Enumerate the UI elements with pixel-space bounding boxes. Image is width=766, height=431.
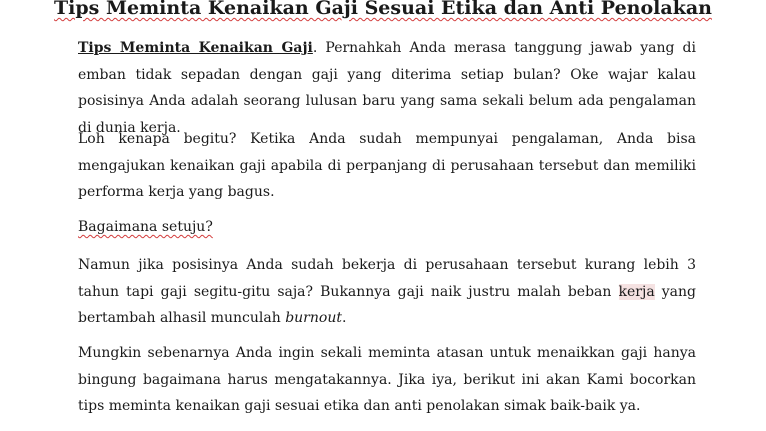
paragraph-4-end: . bbox=[341, 310, 347, 326]
paragraph-5-text: Mungkin sebenarnya Anda ingin sekali meminta atasan untuk menaikkan gaji hanya bingung bagaimana harus mengatakannya. Jika iya, berikut ini akan Kami bocorkan tips meminta kenaikan gaji sesuai etika dan anti penolakan simak baik-baik ya. bbox=[78, 345, 696, 414]
paragraph-4-text-before: Namun jika posisinya Anda sudah bekerja di perusahaan tersebut kurang lebih 3 tahun tapi gaji segitu-gitu saja? Bukannya gaji naik justru malah beban bbox=[78, 257, 696, 300]
paragraph-4-text-after: yang bertambah alhasil munculah bbox=[78, 283, 697, 326]
paragraph-lead-bold: Tips Meminta Kenaikan Gaji bbox=[78, 40, 313, 56]
paragraph-3-text: Bagaimana setuju? bbox=[78, 219, 213, 235]
paragraph-2-text: Loh kenapa begitu? Ketika Anda sudah mempunyai pengalaman, Anda bisa mengajukan kenaikan gaji apabila di perpanjang di perusahaan tersebut dan memiliki performa kerja yang bagus. bbox=[78, 131, 696, 200]
italic-term: burnout bbox=[285, 310, 342, 326]
paragraph-1-text: . Pernahkah Anda merasa tanggung jawab yang di emban tidak sepadan dengan gaji yang diterima setiap bulan? Oke wajar kalau posisinya Anda adalah seorang lulusan baru yang sama sekali belum ada pengalaman di dunia kerja. bbox=[78, 40, 696, 136]
paragraph-4 bbox=[78, 252, 696, 332]
document-title: Tips Meminta Kenaikan Gaji Sesuai Etika dan Anti Penolakan bbox=[54, 0, 712, 19]
paragraph-2 bbox=[78, 126, 696, 206]
highlighted-word: kerja bbox=[618, 283, 655, 300]
paragraph-5 bbox=[78, 340, 696, 420]
paragraph-3 bbox=[78, 214, 696, 241]
